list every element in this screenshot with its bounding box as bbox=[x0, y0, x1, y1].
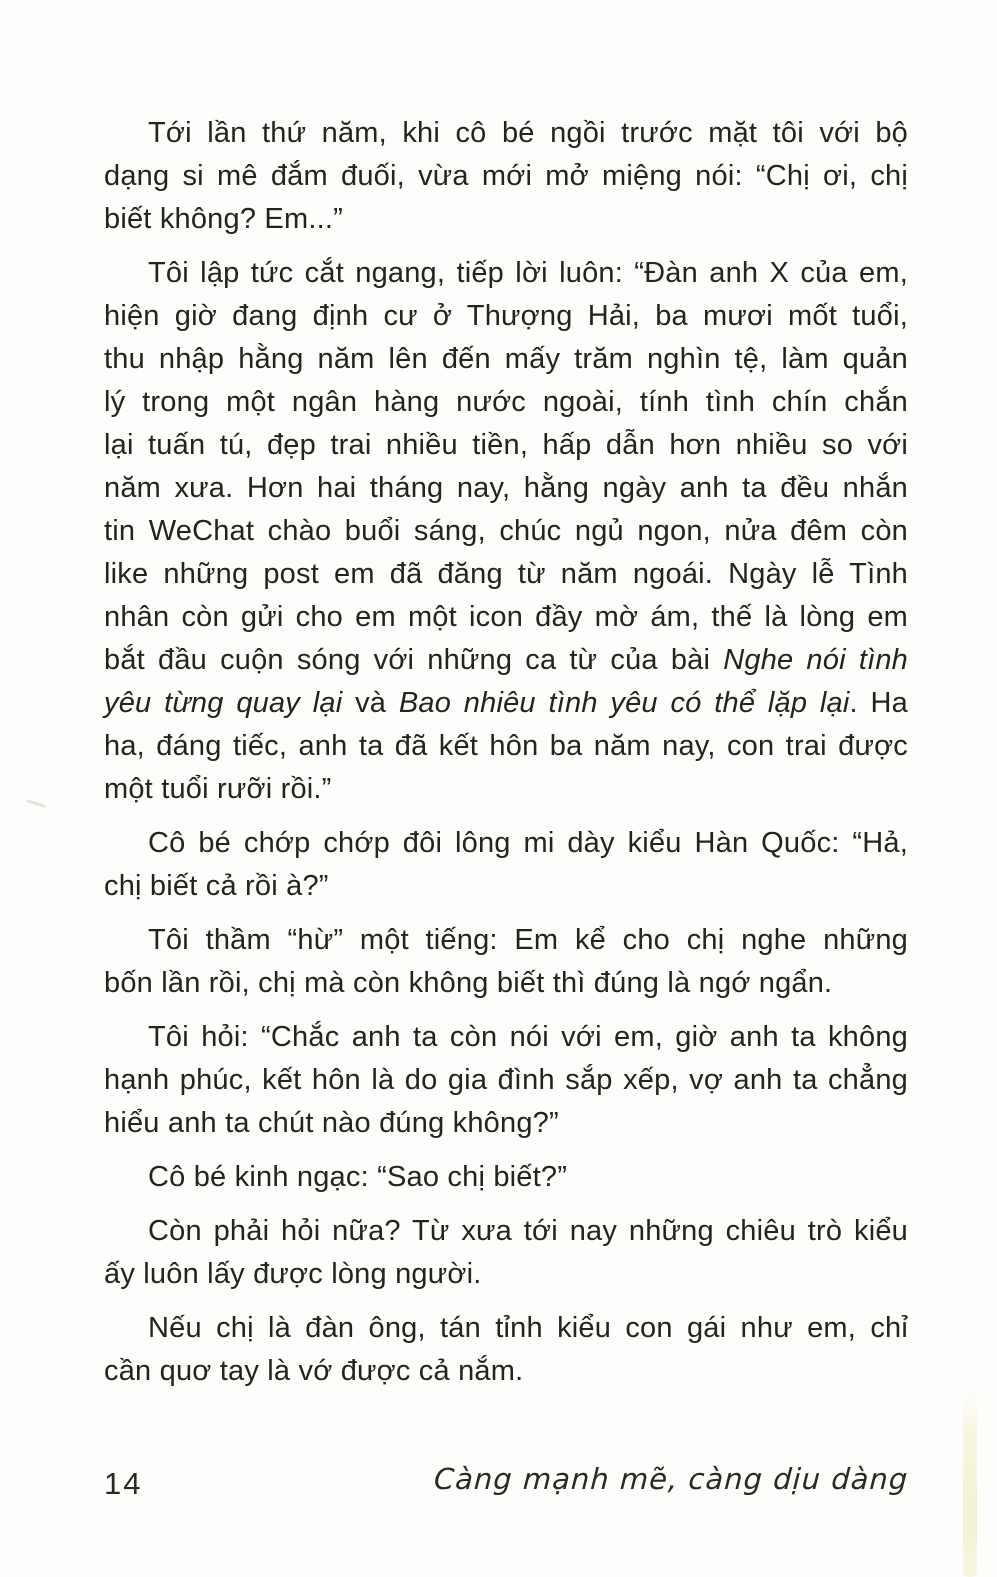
text-segment: lại tuấn tú, đẹp trai nhiều tiền, hấp dẫn hơn nhiều so với bbox=[104, 429, 908, 461]
text-segment: like những post em đã đăng từ năm ngoái. Ngày lễ Tình bbox=[104, 558, 908, 590]
text-line bbox=[104, 252, 908, 295]
paragraph bbox=[104, 1016, 908, 1145]
paragraph bbox=[104, 252, 908, 811]
text-line bbox=[104, 639, 908, 682]
text-segment: chị biết cả rồi à?” bbox=[104, 870, 329, 902]
text-line bbox=[104, 1016, 908, 1059]
italic-text-segment: Nghe nói tình bbox=[723, 644, 908, 676]
text-segment: một tuổi rưỡi rồi.” bbox=[104, 773, 332, 805]
text-segment: năm xưa. Hơn hai tháng nay, hằng ngày anh ta đều nhắn bbox=[104, 472, 908, 504]
italic-text-segment: Bao nhiêu tình yêu có thể lặp lại bbox=[398, 687, 850, 719]
text-line bbox=[104, 596, 908, 639]
text-segment: hiểu anh ta chút nào đúng không?” bbox=[104, 1107, 559, 1139]
paragraph bbox=[104, 1210, 908, 1296]
text-line bbox=[104, 338, 908, 381]
text-segment: . Ha bbox=[849, 687, 908, 719]
paragraph bbox=[104, 1156, 908, 1199]
text-line bbox=[104, 1156, 908, 1199]
text-line bbox=[104, 295, 908, 338]
text-line bbox=[104, 1102, 908, 1145]
scan-smudge-artifact bbox=[26, 799, 46, 808]
text-segment: dạng si mê đắm đuối, vừa mới mở miệng nói: “Chị ơi, chị bbox=[104, 160, 908, 192]
paragraph bbox=[104, 822, 908, 908]
text-segment: Tôi hỏi: “Chắc anh ta còn nói với em, giờ anh ta không bbox=[148, 1021, 908, 1053]
text-line bbox=[104, 467, 908, 510]
text-segment: cần quơ tay là vớ được cả nắm. bbox=[104, 1355, 524, 1387]
text-line bbox=[104, 155, 908, 198]
text-line bbox=[104, 962, 908, 1005]
text-segment: Tới lần thứ năm, khi cô bé ngồi trước mặt tôi với bộ bbox=[148, 117, 908, 149]
text-line bbox=[104, 1307, 908, 1350]
text-segment: Cô bé kinh ngạc: “Sao chị biết?” bbox=[148, 1161, 568, 1193]
text-line bbox=[104, 865, 908, 908]
scan-streak-artifact bbox=[963, 1392, 977, 1577]
text-line bbox=[104, 822, 908, 865]
text-line bbox=[104, 919, 908, 962]
text-line bbox=[104, 682, 908, 725]
text-segment: và bbox=[342, 687, 399, 719]
text-segment: bắt đầu cuộn sóng với những ca từ của bài bbox=[104, 644, 724, 676]
paragraph bbox=[104, 919, 908, 1005]
text-segment: Cô bé chớp chớp đôi lông mi dày kiểu Hàn Quốc: “Hả, bbox=[148, 827, 908, 859]
text-line bbox=[104, 510, 908, 553]
text-line bbox=[104, 1350, 908, 1393]
running-title: Càng mạnh mẽ, càng dịu dàng bbox=[432, 1462, 909, 1496]
text-segment: ha, đáng tiếc, anh ta đã kết hôn ba năm nay, con trai được bbox=[104, 730, 908, 762]
text-segment: Còn phải hỏi nữa? Từ xưa tới nay những chiêu trò kiểu bbox=[148, 1215, 908, 1247]
text-line bbox=[104, 1253, 908, 1296]
text-line bbox=[104, 1210, 908, 1253]
text-line bbox=[104, 553, 908, 596]
text-line bbox=[104, 112, 908, 155]
italic-text-segment: yêu từng quay lại bbox=[104, 687, 343, 719]
text-line bbox=[104, 1059, 908, 1102]
paragraph bbox=[104, 1307, 908, 1393]
paragraph bbox=[104, 112, 908, 241]
text-segment: Nếu chị là đàn ông, tán tỉnh kiểu con gái như em, chỉ bbox=[148, 1312, 908, 1344]
text-segment: thu nhập hằng năm lên đến mấy trăm nghìn tệ, làm quản bbox=[104, 343, 908, 375]
text-line bbox=[104, 424, 908, 467]
page-number: 14 bbox=[104, 1466, 143, 1501]
text-segment: nhân còn gửi cho em một icon đầy mờ ám, thế là lòng em bbox=[104, 601, 908, 633]
text-line bbox=[104, 725, 908, 768]
text-segment: Tôi thầm “hừ” một tiếng: Em kể cho chị nghe những bbox=[148, 924, 908, 956]
text-segment: lý trong một ngân hàng nước ngoài, tính tình chín chắn bbox=[104, 386, 908, 418]
text-segment: Tôi lập tức cắt ngang, tiếp lời luôn: “Đàn anh X của em, bbox=[148, 257, 908, 289]
text-segment: bốn lần rồi, chị mà còn không biết thì đúng là ngớ ngẩn. bbox=[104, 967, 833, 999]
text-segment: biết không? Em...” bbox=[104, 203, 343, 235]
text-segment: ấy luôn lấy được lòng người. bbox=[104, 1258, 482, 1290]
text-segment: hạnh phúc, kết hôn là do gia đình sắp xếp, vợ anh ta chẳng bbox=[104, 1064, 908, 1096]
text-segment: hiện giờ đang định cư ở Thượng Hải, ba mươi mốt tuổi, bbox=[104, 300, 908, 332]
text-line bbox=[104, 768, 908, 811]
text-line bbox=[104, 381, 908, 424]
text-segment: tin WeChat chào buổi sáng, chúc ngủ ngon, nửa đêm còn bbox=[104, 515, 908, 547]
text-line bbox=[104, 198, 908, 241]
page-body bbox=[104, 112, 908, 1404]
